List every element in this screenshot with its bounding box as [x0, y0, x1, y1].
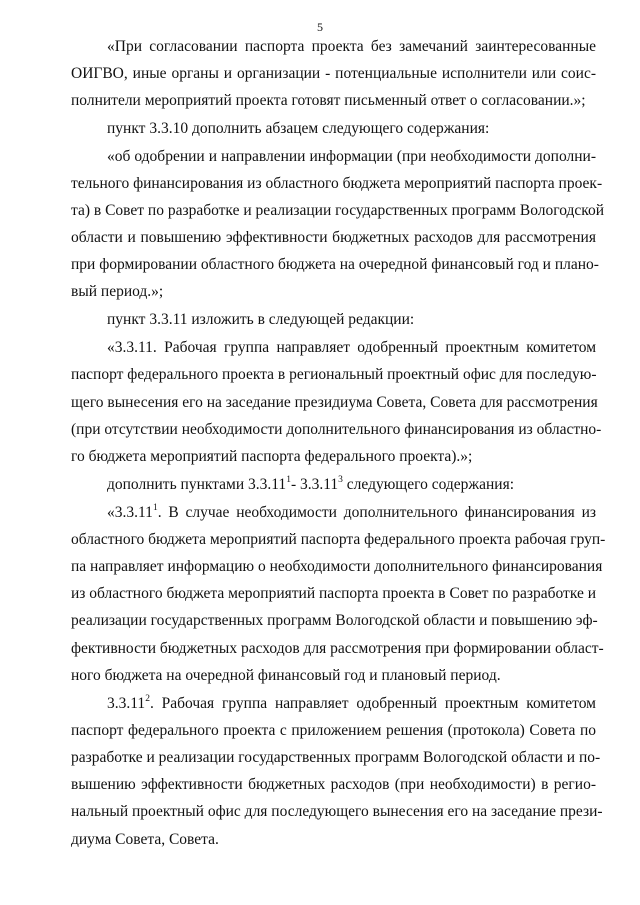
text-run: паспорт федерального проекта в региональный проектный офис для последую-	[71, 366, 597, 383]
text-run: ОИГВО, иные органы и организации - потенциальные исполнители или соис-	[71, 65, 596, 82]
text-line	[107, 694, 596, 714]
text-line	[71, 748, 600, 768]
text-line	[107, 119, 489, 139]
text-run: па направляет информацию о необходимости дополнительного финансирования	[71, 558, 603, 575]
text-run: щего вынесения его на заседание президиума Совета, Совета для рассмотрения	[71, 394, 598, 411]
text-line	[71, 393, 598, 413]
text-run: ного бюджета на очередной финансовый год и плановый период.	[71, 667, 501, 684]
text-run: . В случае необходимости дополнительного финансирования из	[157, 504, 596, 521]
text-line	[71, 447, 472, 467]
text-run: 3.3.11	[107, 695, 146, 712]
text-line	[71, 611, 598, 631]
text-run: (при отсутствии необходимости дополнительного финансирования из областно-	[71, 421, 602, 438]
superscript: 1	[152, 502, 158, 513]
superscript: 1	[286, 474, 291, 485]
text-run: «При согласовании паспорта проекта без замечаний заинтересованные	[107, 38, 596, 55]
text-run: «3.3.11. Рабочая группа направляет одобренный проектным комитетом	[107, 339, 596, 356]
text-run: го бюджета мероприятий паспорта федерального проекта).»;	[71, 448, 473, 465]
text-run: «об одобрении и направлении информации (при необходимости дополни-	[107, 148, 596, 165]
text-line	[71, 282, 163, 302]
superscript: 2	[145, 693, 150, 704]
text-line	[71, 639, 604, 659]
text-run: разработке и реализации государственных программ Вологодской области и по-	[71, 749, 601, 766]
text-line	[71, 584, 596, 604]
text-line	[71, 802, 603, 822]
text-line	[71, 420, 601, 440]
text-line	[107, 338, 596, 358]
text-run: следующего содержания:	[342, 476, 515, 493]
text-line	[71, 530, 605, 550]
text-run: фективности бюджетных расходов для рассмотрения при формировании облаcт-	[71, 640, 604, 657]
text-line	[71, 666, 501, 686]
text-run: «3.3.11	[107, 504, 153, 521]
text-line	[71, 365, 597, 385]
text-run: полнители мероприятий проекта готовят письменный ответ о согласовании.»;	[71, 92, 586, 109]
text-run: . Рабочая группа направляет одобренный проектным комитетом	[149, 695, 596, 712]
text-run: та) в Совет по разработке и реализации государственных программ Вологодской	[71, 202, 605, 219]
text-run: пункт 3.3.10 дополнить абзацем следующего содержания:	[107, 120, 490, 137]
text-run: тельного финансирования из областного бюджета мероприятий паспорта проек-	[71, 175, 603, 192]
text-run: - 3.3.11	[290, 476, 339, 493]
text-line	[71, 775, 596, 795]
text-run: паспорт федерального проекта с приложением решения (протокола) Совета по	[71, 722, 596, 739]
text-line	[107, 37, 596, 57]
text-run: областного бюджета мероприятий паспорта федерального проекта рабочая груп-	[71, 531, 606, 548]
page-number: 5	[317, 20, 323, 34]
text-run: дополнить пунктами 3.3.11	[107, 476, 287, 493]
text-line	[71, 557, 602, 577]
text-run: при формировании областного бюджета на очередной финансовый год и планo-	[71, 256, 599, 273]
text-line	[71, 255, 599, 275]
text-line	[71, 721, 596, 741]
text-line	[71, 174, 602, 194]
text-line	[107, 503, 596, 523]
text-run: пункт 3.3.11 изложить в следующей редакции:	[107, 311, 415, 328]
text-line	[71, 228, 596, 248]
text-run: диума Совета, Совета.	[71, 831, 219, 848]
text-run: области и повышению эффективности бюджетных расходов для рассмотрения	[71, 229, 596, 246]
superscript: 3	[338, 474, 343, 485]
text-line	[107, 310, 414, 330]
text-line	[107, 147, 596, 167]
text-line	[71, 830, 219, 850]
text-run: нальный проектный офис для последующего вынесения его на заседание прези-	[71, 803, 603, 820]
text-run: вышению эффективности бюджетных расходов (при необходимости) в регио-	[71, 776, 596, 793]
text-line	[71, 201, 604, 221]
text-line	[107, 475, 514, 495]
text-line	[71, 64, 596, 84]
text-run: реализации государственных программ Вологодской области и повышению эф-	[71, 612, 598, 629]
text-run: из областного бюджета мероприятий паспорта проекта в Совет по разработке и	[71, 585, 597, 602]
text-line	[71, 91, 586, 111]
text-run: вый период.»;	[71, 283, 164, 300]
